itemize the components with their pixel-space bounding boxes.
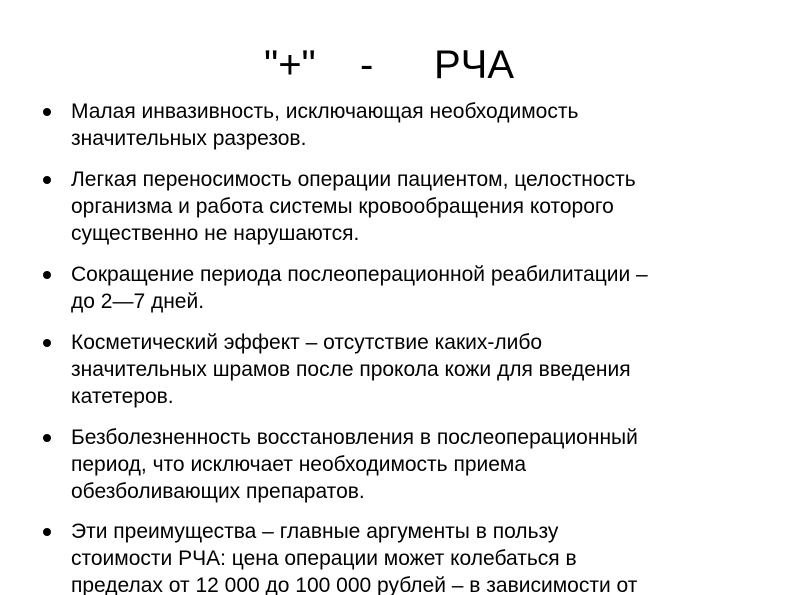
bullet-dot-icon <box>43 108 51 116</box>
bullet-line: Эти преимущества – главные аргументы в пользу <box>71 520 559 543</box>
bullet-text <box>71 98 731 152</box>
title-plus-sign: "+" <box>264 43 316 87</box>
bullet-dot-icon <box>43 528 51 536</box>
title-dash: - <box>360 43 374 87</box>
bullet-dot-icon <box>43 434 51 442</box>
bullet-line: Безболезненность восстановления в послеоперационный <box>71 426 638 449</box>
bullet-dot-icon <box>43 271 51 279</box>
bullet-text <box>71 424 731 505</box>
bullet-dot-icon <box>43 339 51 347</box>
bullet-line: до 2—7 дней. <box>71 290 205 313</box>
title-rfa: РЧА <box>434 43 515 87</box>
bullet-line: пределах от 12 000 до 100 000 рублей – в зависимости от <box>71 574 638 595</box>
bullet-line: Сокращение периода послеоперационной реабилитации – <box>71 263 648 286</box>
bullet-line: значительных разрезов. <box>71 127 307 150</box>
bullet-line: катетеров. <box>71 385 174 408</box>
bullet-dot-icon <box>43 176 51 184</box>
bullet-text <box>71 329 731 410</box>
bullet-line: организма и работа системы кровообращения которого <box>71 195 614 218</box>
bullet-line: значительных шрамов после прокола кожи для введения <box>71 358 631 381</box>
bullet-line: Малая инвазивность, исключающая необходимость <box>71 100 579 123</box>
bullet-line: Легкая переносимость операции пациентом, целостность <box>71 168 636 191</box>
bullet-line: Косметический эффект – отсутствие каких-либо <box>71 331 543 354</box>
bullet-text <box>71 261 731 315</box>
bullet-line: обезболивающих препаратов. <box>71 480 365 503</box>
bullet-line: стоимости РЧА: цена операции может колебаться в <box>71 547 577 570</box>
bullet-text <box>71 518 731 595</box>
bullet-line: существенно не нарушаются. <box>71 222 360 245</box>
bullet-line: период, что исключает необходимость приема <box>71 453 527 476</box>
bullet-text <box>71 166 731 247</box>
